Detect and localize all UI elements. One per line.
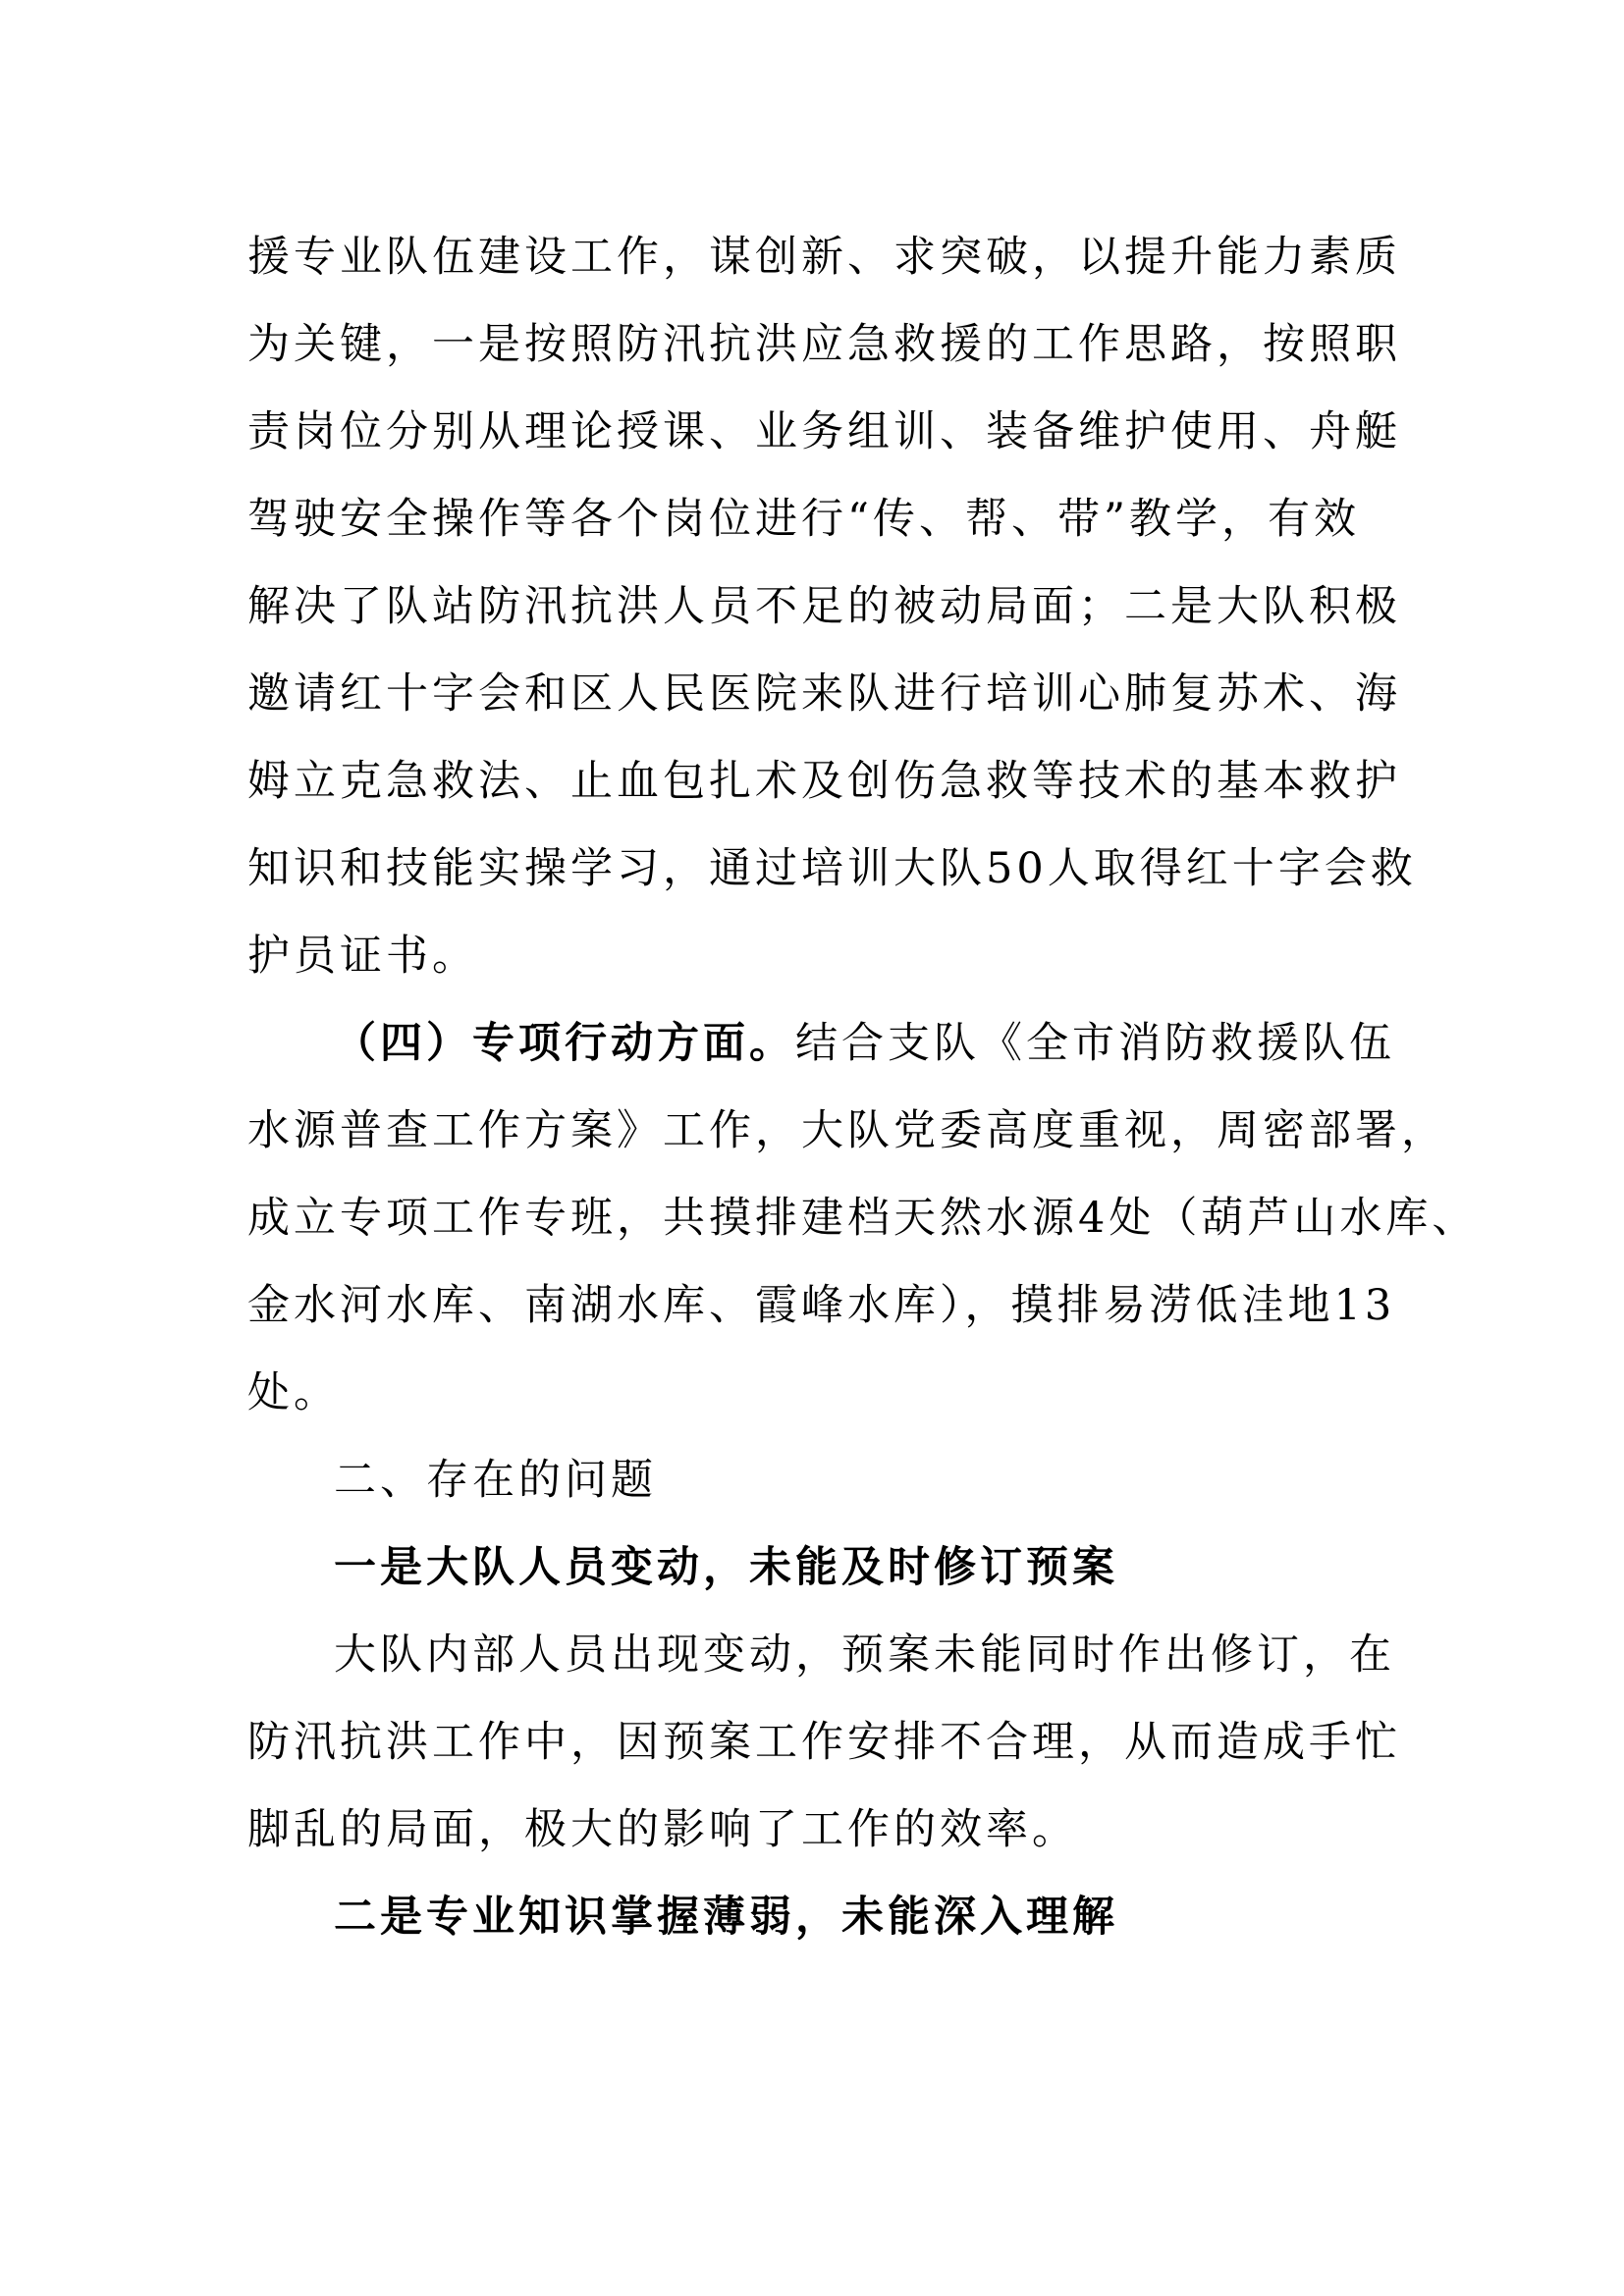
body-text-line: 驾驶安全操作等各个岗位进行“传、帮、带”教学，有效: [247, 495, 1360, 544]
body-text-line: 解决了队站防汛抗洪人员不足的被动局面；二是大队积极: [247, 582, 1401, 631]
body-text-line: 责岗位分别从理论授课、业务组训、装备维护使用、舟艇: [247, 407, 1401, 456]
body-text-line: 防汛抗洪工作中，因预案工作安排不合理，从而造成手忙: [247, 1718, 1401, 1767]
body-text-line: 成立专项工作专班，共摸排建档天然水源4处（葫芦山水库、: [247, 1194, 1479, 1243]
section4-title: （四）专项行动方面。: [334, 1019, 795, 1068]
body-text-line: 脚乱的局面，极大的影响了工作的效率。: [247, 1805, 1078, 1854]
body-text-line: 大队内部人员出现变动，预案未能同时作出修订，在: [334, 1630, 1395, 1680]
problem-2-title: 二是专业知识掌握薄弱，未能深入理解: [334, 1893, 1118, 1942]
body-text-line: 知识和技能实操学习，通过培训大队50人取得红十字会救: [247, 844, 1417, 893]
body-text-line: 金水河水库、南湖水库、霞峰水库），摸排易涝低洼地13: [247, 1281, 1396, 1330]
section-heading-problems: 二、存在的问题: [334, 1456, 657, 1505]
body-text-line: 为关键，一是按照防汛抗洪应急救援的工作思路，按照职: [247, 320, 1401, 369]
body-text-line: 邀请红十字会和区人民医院来队进行培训心肺复苏术、海: [247, 669, 1401, 719]
section4-first-line: [334, 1016, 1395, 1071]
body-text-line: 护员证书。: [247, 932, 478, 981]
section4-first-line-text: 结合支队《全市消防救援队伍: [795, 1019, 1395, 1068]
body-text-line: 援专业队伍建设工作，谋创新、求突破，以提升能力素质: [247, 233, 1401, 282]
body-text-line: 处。: [247, 1368, 340, 1417]
body-text-line: 水源普查工作方案》工作，大队党委高度重视，周密部署，: [247, 1106, 1447, 1155]
problem-1-title: 一是大队人员变动，未能及时修订预案: [334, 1543, 1118, 1592]
body-text-line: 姆立克急救法、止血包扎术及创伤急救等技术的基本救护: [247, 757, 1401, 806]
